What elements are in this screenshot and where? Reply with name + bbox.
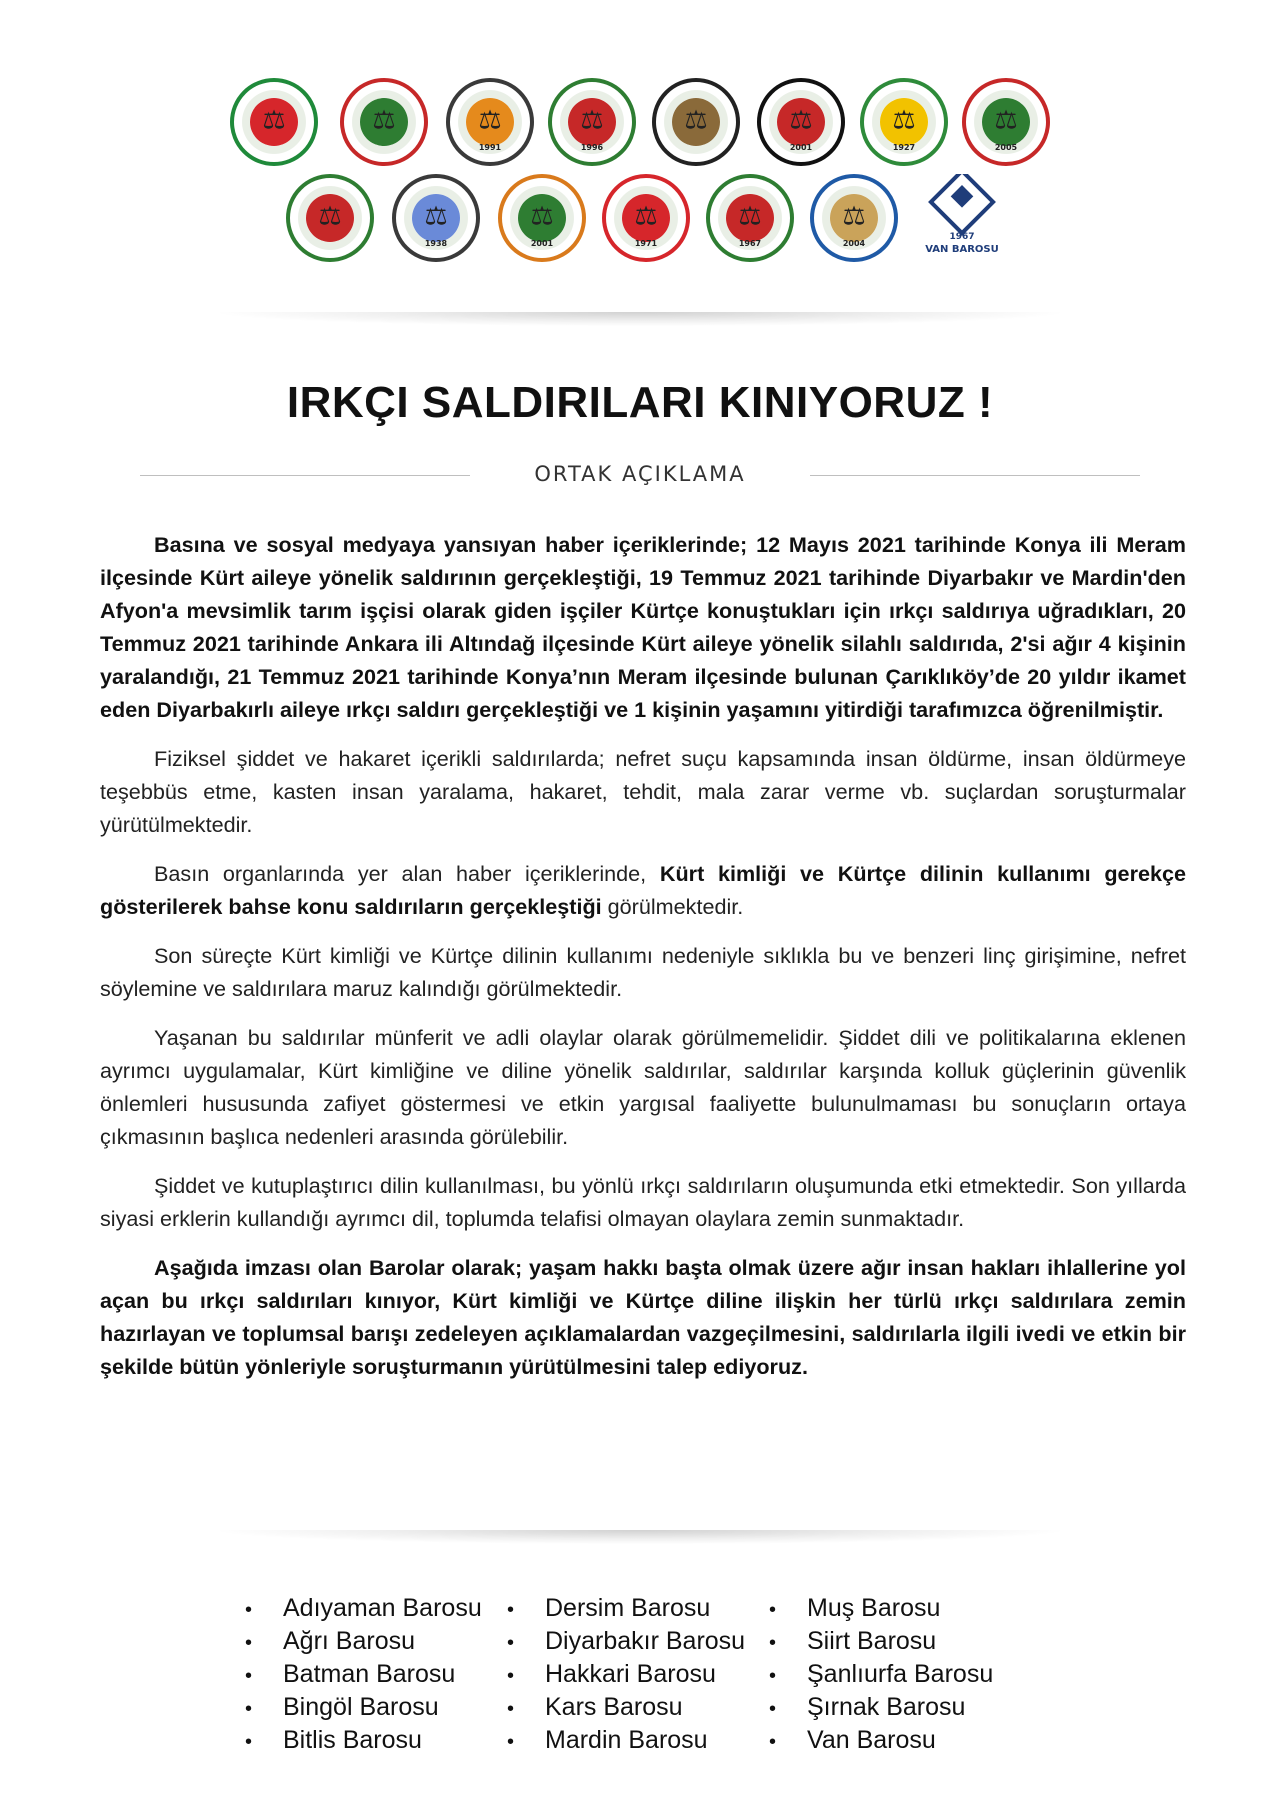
bullet: • xyxy=(245,1632,253,1654)
scales-icon: ⚖ xyxy=(842,201,866,232)
bullet: • xyxy=(245,1599,253,1621)
bullet: • xyxy=(769,1632,777,1654)
logo-year: 2001 xyxy=(530,239,554,248)
sanliurfa-logo-icon xyxy=(706,174,794,262)
logo-row-bottom xyxy=(0,174,1280,274)
hakkari-logo-icon xyxy=(962,78,1050,166)
paragraph-press-start: Basın organlarında yer alan haber içeriklerinde, xyxy=(154,861,660,886)
logo-year: 2001 xyxy=(789,143,813,152)
paragraph-press xyxy=(100,857,1186,923)
van-logo-icon xyxy=(918,174,1006,262)
scales-icon: ⚖ xyxy=(372,105,396,136)
page-subtitle: ORTAK AÇIKLAMA xyxy=(534,462,746,486)
bullet: • xyxy=(245,1731,253,1753)
paragraph-demand: Aşağıda imzası olan Barolar olarak; yaşam hakkı başta olmak üzere ağır insan hakları ihlallerine yol açan bu ırkçı saldırıları kınıyor, Kürt kimliği ve Kürtçe diline ilişkin her türlü ırkçı saldırılara zemin hazırlayan ve toplumsal barışı zedeleyen açıklamalardan vazgeçilmesini, saldırılarla ilgili ivedi ve etkin bir şekilde bütün yönleriyle soruşturmanın yürütülmesini talep ediyoruz. xyxy=(100,1255,1186,1379)
logo-year: 2005 xyxy=(994,143,1018,152)
scales-icon: ⚖ xyxy=(994,105,1018,136)
scales-icon: ⚖ xyxy=(892,105,916,136)
logo-year: 2004 xyxy=(842,239,866,248)
logo-year: 1996 xyxy=(580,143,604,152)
paragraph-incidents: Basına ve sosyal medyaya yansıyan haber içeriklerinde; 12 Mayıs 2021 tarihinde Konya ili Meram ilçesinde Kürt aileye yönelik saldırının gerçekleştiği, 19 Temmuz 2021 tarihinde Diyarbakır ve Mardin'den Afyon'a mevsimlik tarım işçisi olarak giden işçiler Kürtçe konuştukları için ırkçı saldırıya uğradıkları, 20 Temmuz 2021 tarihinde Ankara ili Altındağ ilçesinde Kürt aileye yönelik silahlı saldırıda, 2'si ağır 4 kişinin yaralandığı, 21 Temmuz 2021 tarihinde Konya’nın Meram ilçesinde bulunan Çarıklıköy’de 20 yıldır ikamet eden Diyarbakırlı aileye ırkçı saldırı gerçekleştiği ve 1 kişinin yaşamını yitirdiği tarafımızca öğrenilmiştir. xyxy=(100,532,1186,722)
scales-icon: ⚖ xyxy=(634,201,658,232)
scales-icon: ⚖ xyxy=(580,105,604,136)
signatories-list xyxy=(245,1592,1065,1762)
scales-icon: ⚖ xyxy=(424,201,448,232)
scales-icon: ⚖ xyxy=(530,201,554,232)
list-item: • Şırnak Barosu xyxy=(769,1691,993,1724)
list-item: • Bingöl Barosu xyxy=(245,1691,482,1724)
bingol-logo-icon xyxy=(548,78,636,166)
list-item: • Siirt Barosu xyxy=(769,1625,993,1658)
list-item: • Diyarbakır Barosu xyxy=(507,1625,745,1658)
paragraph-lynching: Son süreçte Kürt kimliği ve Kürtçe dilinin kullanımı nedeniyle sıklıkla bu ve benzeri linç girişimine, nefret söylemine ve saldırılara maruz kalındığı görülmektedir. xyxy=(100,943,1186,1001)
bullet: • xyxy=(507,1599,515,1621)
tunceli-logo-icon xyxy=(757,78,845,166)
list-item: • Dersim Barosu xyxy=(507,1592,745,1625)
scales-icon: ⚖ xyxy=(318,201,342,232)
diyarbakir-logo-icon xyxy=(860,78,948,166)
siirt-logo-icon xyxy=(602,174,690,262)
van-emblem-icon xyxy=(928,174,996,236)
footer-shadow-divider xyxy=(220,1530,1060,1544)
page-title: IRKÇI SALDIRILARI KINIYORUZ ! xyxy=(286,378,994,427)
bullet: • xyxy=(245,1665,253,1687)
kars-logo-icon xyxy=(286,174,374,262)
logo-year: 1967 xyxy=(949,232,975,242)
list-item: • Hakkari Barosu xyxy=(507,1658,745,1691)
signatories-column-1 xyxy=(245,1592,482,1757)
mus-logo-icon xyxy=(498,174,586,262)
logo-year: 1971 xyxy=(634,239,658,248)
list-item: • Ağrı Barosu xyxy=(245,1625,482,1658)
batman-logo-icon xyxy=(446,78,534,166)
bullet: • xyxy=(507,1632,515,1654)
scales-icon: ⚖ xyxy=(478,105,502,136)
signatories-column-3 xyxy=(769,1592,993,1757)
list-item: • Bitlis Barosu xyxy=(245,1724,482,1757)
paragraph-polarizing-language: Şiddet ve kutuplaştırıcı dilin kullanılması, bu yönlü ırkçı saldırıların oluşumunda etki etmektedir. Son yıllarda siyasi erklerin kullandığı ayrımcı dil, toplumda telafisi olmayan olaylara zemin sunmaktadır. xyxy=(100,1173,1186,1231)
paragraph-press-end: görülmektedir. xyxy=(601,894,744,919)
paragraph-press-emphasis: Kürt kimliği ve Kürtçe dilinin kullanımı gerekçe gösterilerek bahse konu saldırıların gerçekleştiği xyxy=(100,861,1187,919)
scales-icon: ⚖ xyxy=(262,105,286,136)
logo-year: 1967 xyxy=(738,239,762,248)
scales-icon: ⚖ xyxy=(738,201,762,232)
agri-logo-icon xyxy=(340,78,428,166)
logo-label: VAN BAROSU xyxy=(925,244,999,255)
bullet: • xyxy=(507,1731,515,1753)
bitlis-logo-icon xyxy=(652,78,740,166)
scales-icon: ⚖ xyxy=(789,105,813,136)
logo-year: 1991 xyxy=(478,143,502,152)
scales-icon: ⚖ xyxy=(684,105,708,136)
list-item: • Muş Barosu xyxy=(769,1592,993,1625)
paragraph-causes: Yaşanan bu saldırılar münferit ve adli olaylar olarak görülmemelidir. Şiddet dili ve politikalarına eklenen ayrımcı uygulamalar, Kürt kimliğine ve diline yönelik saldırılar, saldırılar karşında kolluk güçlerinin güvenlik önlemleri hususunda zafiyet göstermesi ve etkin yargısal faaliyette bulunulmaması bu sonuçların ortaya çıkmasının başlıca nedenleri arasında görülebilir. xyxy=(100,1025,1186,1149)
sirnak-logo-icon xyxy=(810,174,898,262)
bullet: • xyxy=(245,1698,253,1720)
mardin-logo-icon xyxy=(392,174,480,262)
list-item: • Adıyaman Barosu xyxy=(245,1592,482,1625)
bullet: • xyxy=(769,1731,777,1753)
bullet: • xyxy=(769,1599,777,1621)
logo-row-top xyxy=(0,78,1280,178)
list-item: • Van Barosu xyxy=(769,1724,993,1757)
subtitle-divider-right xyxy=(810,475,1140,476)
statement-body xyxy=(100,528,1186,1399)
logo-year: 1938 xyxy=(424,239,448,248)
list-item: • Mardin Barosu xyxy=(507,1724,745,1757)
paragraph-investigations: Fiziksel şiddet ve hakaret içerikli saldırılarda; nefret suçu kapsamında insan öldürme, insan öldürmeye teşebbüs etme, kasten insan yaralama, hakaret, tehdit, mala zarar verme vb. suçlardan soruşturmalar yürütülmektedir. xyxy=(100,746,1186,837)
adiyaman-logo-icon xyxy=(230,78,318,166)
list-item: • Şanlıurfa Barosu xyxy=(769,1658,993,1691)
bullet: • xyxy=(769,1698,777,1720)
subtitle-row xyxy=(140,460,1140,490)
bullet: • xyxy=(769,1665,777,1687)
logo-year: 1927 xyxy=(892,143,916,152)
bullet: • xyxy=(507,1665,515,1687)
header-shadow-divider xyxy=(220,312,1060,326)
list-item: • Batman Barosu xyxy=(245,1658,482,1691)
bullet: • xyxy=(507,1698,515,1720)
signatories-column-2 xyxy=(507,1592,745,1757)
list-item: • Kars Barosu xyxy=(507,1691,745,1724)
